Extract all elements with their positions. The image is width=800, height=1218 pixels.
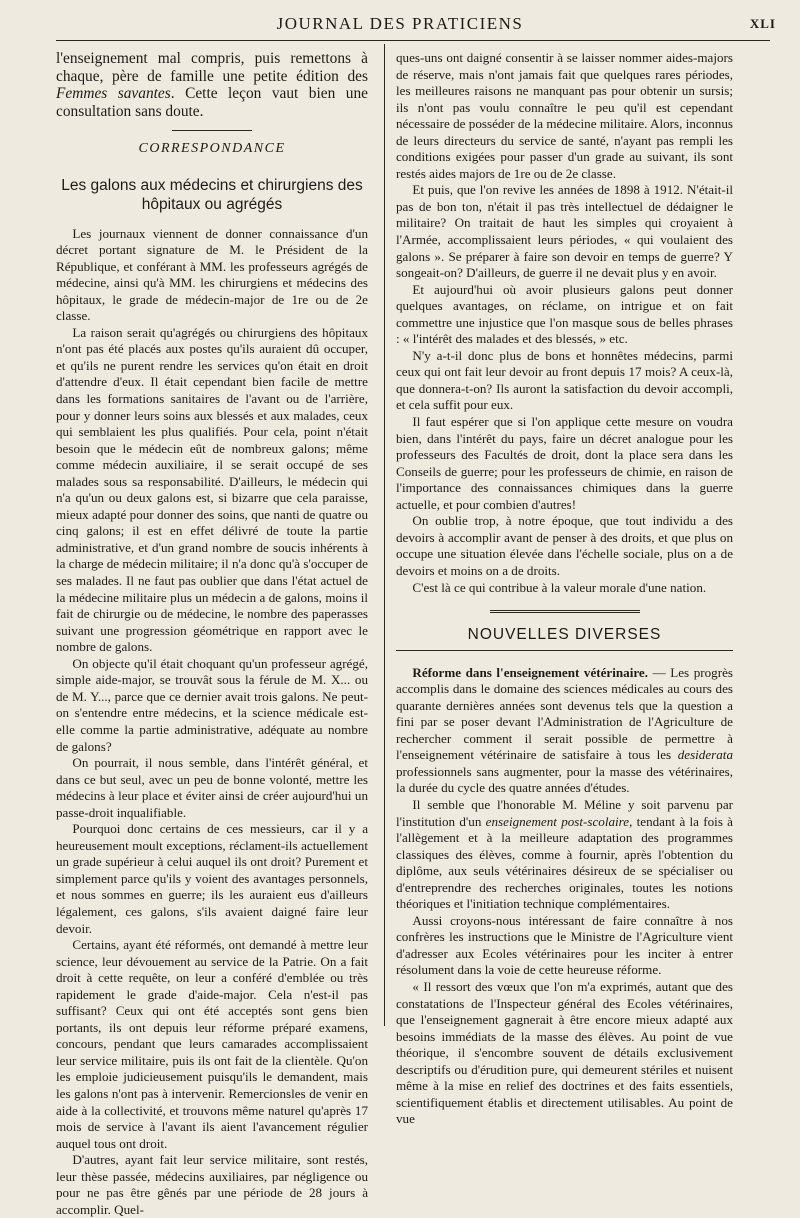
news-paragraph: Aussi croyons-nous intéressant de faire connaître à nos confrères les instructions que le Ministre de l'Agriculture vient d'adresser aux Ecoles vétérinaires pour les inciter à entrer résolument dans la voie de cette heureuse réforme.: [396, 912, 733, 978]
article-paragraph: ques-uns ont daigné consentir à se laisser nommer aides-majors de réserve, mais n'ont jamais fait que quelques rares périodes, les meilleures raisons ne manquant pas pour obtenir un sursis; ils n'ont pas voulu connaître le peu qu'il est cependant nécessaire de posséder de la médecine militaire. Alors, inconnus de leurs directeurs du service de santé, n'ayant pas rempli les conditions exigées pour passer d'un grade au suivant, ils sont restés aides majors de 1re ou de 2e classe.: [396, 50, 733, 181]
article-paragraph: Et puis, que l'on revive les années de 1898 à 1912. N'était-il pas de bon ton, n'était il pas très intellectuel de dédaigner le militaire? On traitait de haut les simples qui croyaient à l'Armée, accomplissaient leurs périodes, « qui voulaient des galons ». Se préparer à faire son devoir en temps de guerre? Y songeait-on? D'ailleurs, de guerre il ne devait plus y en avoir.: [396, 182, 733, 281]
page-header: [0, 14, 800, 42]
article-paragraph: On oublie trop, à notre époque, que tout individu a des devoirs à accomplir avant de penser à des droits, et que plus on occupe une situation élevée dans l'échelle sociale, plus on a de devoirs et moins on a de droits.: [396, 513, 733, 578]
intro-italic: Femmes savantes: [56, 85, 171, 102]
news-text: Il semble que l'honorable M. Méline y soit parvenu par l'institution d'un: [396, 796, 733, 829]
article-paragraph: C'est là ce qui contribue à la valeur morale d'une nation.: [412, 579, 707, 595]
column-divider: [384, 44, 385, 1026]
heading-underline: [396, 650, 733, 651]
right-column: [396, 50, 733, 1127]
news-italic: desiderata: [677, 747, 733, 763]
intro-tail: . Cette leçon vaut bien une consultation sans doute.: [56, 85, 368, 120]
intro-paragraph: [56, 50, 368, 120]
news-text-end: , tendant à la fois à l'allègement et à la meilleure adaptation des programmes classiques des élèves, comme à fournir, après l'obtention du diplôme, aux seuls vétérinaires désireux de se spécialiser ou d'entreprendre des recherches originales, toutes les notions théoriques et l'initiation technique complémentaires.: [396, 813, 733, 912]
header-rule: [56, 40, 770, 41]
journal-title: JOURNAL DES PRATICIENS: [276, 14, 524, 33]
intro-text: l'enseignement mal compris, puis remettons à chaque, père de famille une petite édition des: [56, 50, 368, 85]
news-italic: enseignement post-scolaire: [485, 813, 630, 829]
separator-rule: [172, 130, 252, 131]
news-runin-title: Réforme dans l'enseignement vétérinaire.: [412, 664, 649, 680]
article-paragraph: On pourrait, il nous semble, dans l'intérêt général, et dans ce but seul, avec un peu de bonne volonté, mettre les médecins à leur place et éviter ainsi de créer aujourd'hui un passe-droit inqualifiable.: [56, 755, 368, 820]
left-column: [56, 50, 368, 1217]
article-paragraph: D'autres, ayant fait leur service militaire, sont restés, leur thèse passée, médecins auxiliaires, par négligence ou pour ne pas être gênés par une période de 28 jours à accomplir. Quel-: [56, 1152, 368, 1217]
news-paragraph: [396, 797, 733, 913]
article-paragraph: Certains, ayant été réformés, ont demandé à mettre leur science, leur dévouement au service de la Patrie. On a fait droit à cette requête, on leur a conféré d'emblée ou très rapidement le grade d'aide-major. Cela n'est-il pas suffisant? Ceux qui ont été acceptés sont gens bien portants, ils ont depuis leur réforme préparé examens, concours, pendant que leurs camarades accomplissaient leur service militaire, puis ils ont fait de la clientèle. Qu'on les emploie judicieusement puisqu'ils le demandent, mais les galons n'ont pas à intervenir. Remercionsles de venir en aide à la collectivité, et trouvons même naturel qu'après 17 mois de service à l'avant ils aient l'avancement régulier auquel tous ont droit.: [56, 937, 368, 1151]
article-paragraph: Il faut espérer que si l'on applique cette mesure on voudra bien, dans l'intérêt du pays, faire un décret analogue pour les professeurs des Facultés de droit, dont la place sera dans les Conseils de guerre; pour les professeurs de chimie, en raison de l'importance des connaissances chimiques dans la guerre actuelle, et pour combien d'autres!: [396, 414, 733, 512]
article-paragraph: Les journaux viennent de donner connaissance d'un décret portant signature de M. le Président de la République, et conférant à MM. les professeurs agrégés de médecine, ainsi qu'à MM. les chirurgiens et médecins des hôpitaux, le grade de médecin-major de 1re ou de 2e classe.: [56, 225, 368, 324]
section-separator: [490, 610, 640, 613]
news-paragraph: [396, 665, 733, 797]
news-paragraph: « Il ressort des vœux que l'on m'a exprimés, autant que des constatations de l'Inspecteur général des Ecoles vétérinaires, que l'enseignement gagnerait à être encore mieux adapté aux besoins immédiats de la masse des élèves. Au point de vue théorique, il s'encombre souvent de détails exclusivement descriptifs ou d'érudition pure, qui demeurent stériles et nuisent même à la mise en relief des doctrines et des faits essentiels, scientifiquement établis et directement utilisables. Au point de vue: [396, 978, 733, 1127]
article-paragraph: N'y a-t-il donc plus de bons et honnêtes médecins, parmi ceux qui ont fait leur devoir au front depuis 17 mois? A ceux-là, que donnera-t-on? Ils auront la satisfaction du devoir accompli, et cela suffit pour eux.: [396, 347, 733, 413]
page-number: XLI: [749, 16, 776, 31]
article-paragraph: La raison serait qu'agrégés ou chirurgiens des hôpitaux n'ont pas été placés aux postes qu'ils auraient dû occuper, et qu'ils ne purent rendre les services qu'on était en droit d'attendre d'eux. Il était cependant bien facile de mettre dans les formations sanitaires de l'avant ou de l'arrière, pour y donner leurs soins aux blessés et aux malades, ceux qui semblaient les plus qualifiés. Pour cela, point n'était besoin que le médecin eût de nombreux galons; même comme médecin auxiliaire, il se serait occupé de ses malades sous sa responsabilité. D'ailleurs, le médecin qui n'a qu'un ou deux galons est, si bizarre que cela paraisse, mieux adapté pour donner des soins, que nanti de quatre ou cinq galons; il est en effet délivré de toute la partie administrative, et d'un grand nombre de soucis inhérents à la charge de médecin militaire; il n'a donc qu'à s'occuper de ses malades. Il ne faut pas oublier que dans l'état actuel de la médecine militaire plus un médecin a de galons, moins il fait de chirurgie ou de médecine, le nombre des paperasses suivant une progression géométrique en rapport avec le nombre de galons.: [56, 324, 368, 655]
article-paragraph: Pourquoi donc certains de ces messieurs, car il y a heureusement moult exceptions, réclament-ils actuellement un grade supérieur à celui auquel ils ont droit? Purement et simplement parce qu'ils y voient des avantages personnels, et nous sommes en guerre; ils les auraient eus d'ailleurs légalement, ces galons, s'ils avaient daigné faire leur devoir.: [56, 821, 368, 936]
nouvelles-heading: NOUVELLES DIVERSES: [467, 626, 662, 644]
news-text: — Les progrès accomplis dans le domaine des sciences médicales au cours des quarante dernières années sont devenus tels que la question a fini par se poser devant l'Administration de l'Agriculture de rechercher comment il serait possible de permettre à l'enseignement vétérinaire de satisfaire à tous les: [396, 664, 733, 763]
news-text-end: professionnels sans augmenter, pour la masse des vétérinaires, la durée du cycle des quatre années d'études.: [396, 763, 733, 796]
article-paragraph: On objecte qu'il était choquant qu'un professeur agrégé, simple aide-major, se trouvât sous la férule de M. X... ou de M. Y..., parce que ce dernier avait trois galons. Ne peut-on s'entendre entre médecins, et la science médicale est-elle comme la partie administrative, adéquate au nombre de galons?: [56, 655, 368, 754]
article-title: Les galons aux médecins et chirurgiens des hôpitaux ou agrégés: [61, 176, 363, 213]
correspondance-heading: CORRESPONDANCE: [138, 141, 286, 156]
article-paragraph: Et aujourd'hui où avoir plusieurs galons peut donner quelques avantages, on réclame, on intrigue et on fait commettre une injustice que l'on masque sous de belles phrases : « l'intérêt des malades et des blessés, » etc.: [396, 281, 733, 347]
